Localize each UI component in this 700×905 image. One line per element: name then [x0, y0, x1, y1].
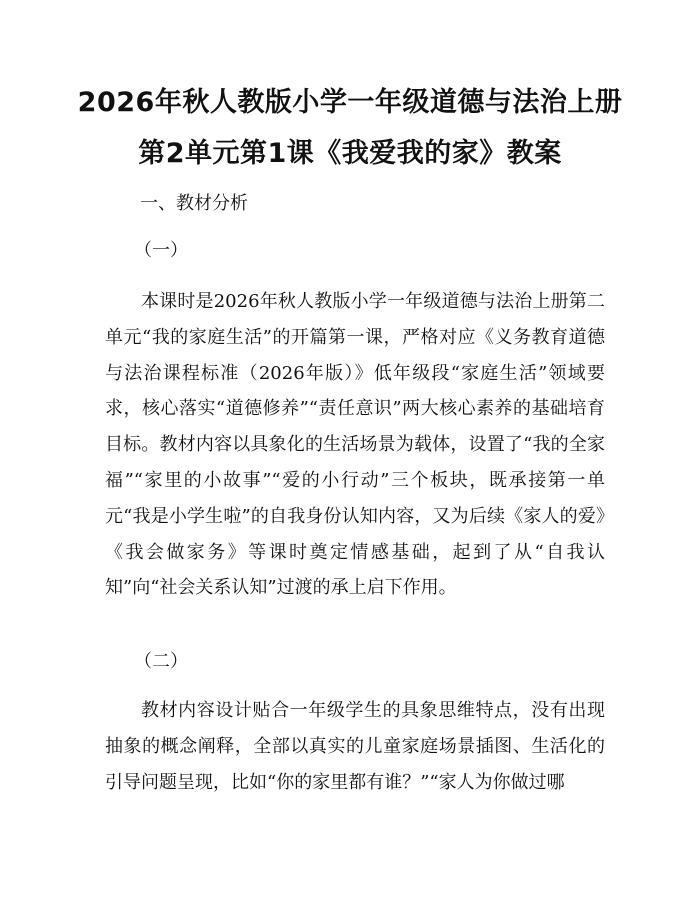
subsection-label-2: （二） — [134, 651, 188, 672]
subsection-label-1: （一） — [134, 240, 188, 261]
document-title-line-2: 第2单元第1课《我爱我的家》教案 — [138, 138, 562, 169]
document-title-line-1: 2026年秋人教版小学一年级道德与法治上册 — [77, 87, 623, 118]
paragraph-2: 教材内容设计贴合一年级学生的具象思维特点，没有出现抽象的概念阐释，全部以真实的儿童家庭场景插图、生活化的引导问题呈现，比如“你的家里都有谁？”“家人为你做过哪 — [105, 700, 605, 793]
section-heading-textbook-analysis: 一、教材分析 — [140, 193, 248, 214]
paragraph-1: 本课时是2026年秋人教版小学一年级道德与法治上册第二单元“我的家庭生活”的开篇第一课，严格对应《义务教育道德与法治课程标准（2026年版）》低年级段“家庭生活”领域要求，核心落实“道德修养”“责任意识”两大核心素养的基础培育目标。教材内容以具象化的生活场景为载体，设置了“我的全家福”“家里的小故事”“爱的小行动”三个板块，既承接第一单元“我是小学生啦”的自我身份认知内容，又为后续《家人的爱》《我会做家务》等课时奠定情感基础，起到了从“自我认知”向“社会关系认知”过渡的承上启下作用。 — [105, 291, 605, 599]
